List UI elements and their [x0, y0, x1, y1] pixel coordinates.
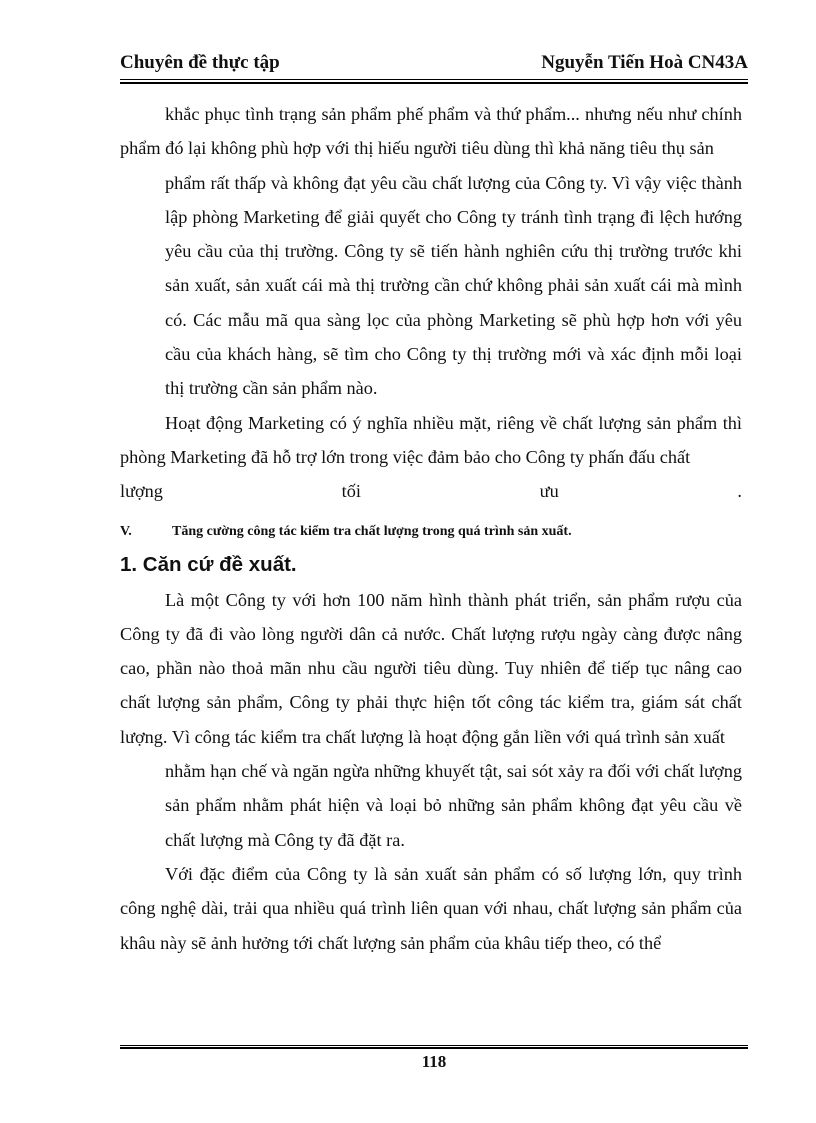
paragraph-6: Với đặc điểm của Công ty là sản xuất sản phẩm có số lượng lớn, quy trình công nghệ dài, trải qua nhiều quá trình liên quan với nhau, chất lượng sản phẩm của khâu này sẽ ảnh hưởng tới chất lượng sản phẩm của khâu tiếp theo, có thể [120, 863, 742, 953]
paragraph-4: Là một Công ty với hơn 100 năm hình thành phát triển, sản phẩm rượu của Công ty đã đi vào lòng người dân cả nước. Chất lượng rượu ngày càng được nâng cao, phần nào thoả mãn nhu cầu người tiêu dùng. Tuy nhiên để tiếp tục nâng cao chất lượng sản phẩm, Công ty phải thực hiện tốt công tác kiểm tra, giám sát chất lượng. Vì công tác kiểm tra chất lượng là hoạt động gắn liền với quá trình sản xuất [120, 589, 742, 747]
paragraph-3-last-line: lượng tối ưu . [120, 481, 742, 502]
header-report-title: Chuyên đề thực tập [120, 52, 280, 73]
paragraph-1: khắc phục tình trạng sản phẩm phế phẩm và thứ phẩm... nhưng nếu như chính phẩm đó lại không phù hợp với thị hiếu người tiêu dùng thì khả năng tiêu thụ sản [120, 104, 742, 159]
page-content [120, 97, 742, 960]
paragraph-2: phẩm rất thấp và không đạt yêu cầu chất lượng của Công ty. Vì vậy việc thành lập phòng Marketing để giải quyết cho Công ty tránh tình trạng đi lệch hướng yêu cầu của thị trường. Công ty sẽ tiến hành nghiên cứu thị trường trước khi sản xuất, sản xuất cái mà thị trường cần chứ không phải sản xuất cái mà mình có. Các mẫu mã qua sàng lọc của phòng Marketing sẽ phù hợp hơn với yêu cầu của khách hàng, sẽ tìm cho Công ty thị trường mới và xác định mỗi loại thị trường cần sản phẩm nào. [165, 172, 742, 399]
header-divider [120, 79, 748, 84]
page-number: 118 [421, 1052, 447, 1071]
section-title: Tăng cường công tác kiểm tra chất lượng trong quá trình sản xuất. [172, 523, 572, 539]
header-author: Nguyễn Tiến Hoà CN43A [541, 52, 748, 73]
subsection-heading: 1. Căn cứ đề xuất. [120, 552, 297, 576]
paragraph-3: Hoạt động Marketing có ý nghĩa nhiều mặt, riêng về chất lượng sản phẩm thì phòng Marketing đã hỗ trợ lớn trong việc đảm bảo cho Công ty phấn đấu chất [120, 412, 742, 467]
footer-divider [120, 1045, 748, 1049]
section-heading [120, 517, 742, 547]
section-number: V. [120, 523, 132, 539]
paragraph-5: nhằm hạn chế và ngăn ngừa những khuyết tật, sai sót xảy ra đối với chất lượng sản phẩm nhằm phát hiện và loại bỏ những sản phẩm không đạt yêu cầu về chất lượng mà Công ty đã đặt ra. [165, 761, 742, 850]
page-header [120, 52, 748, 78]
